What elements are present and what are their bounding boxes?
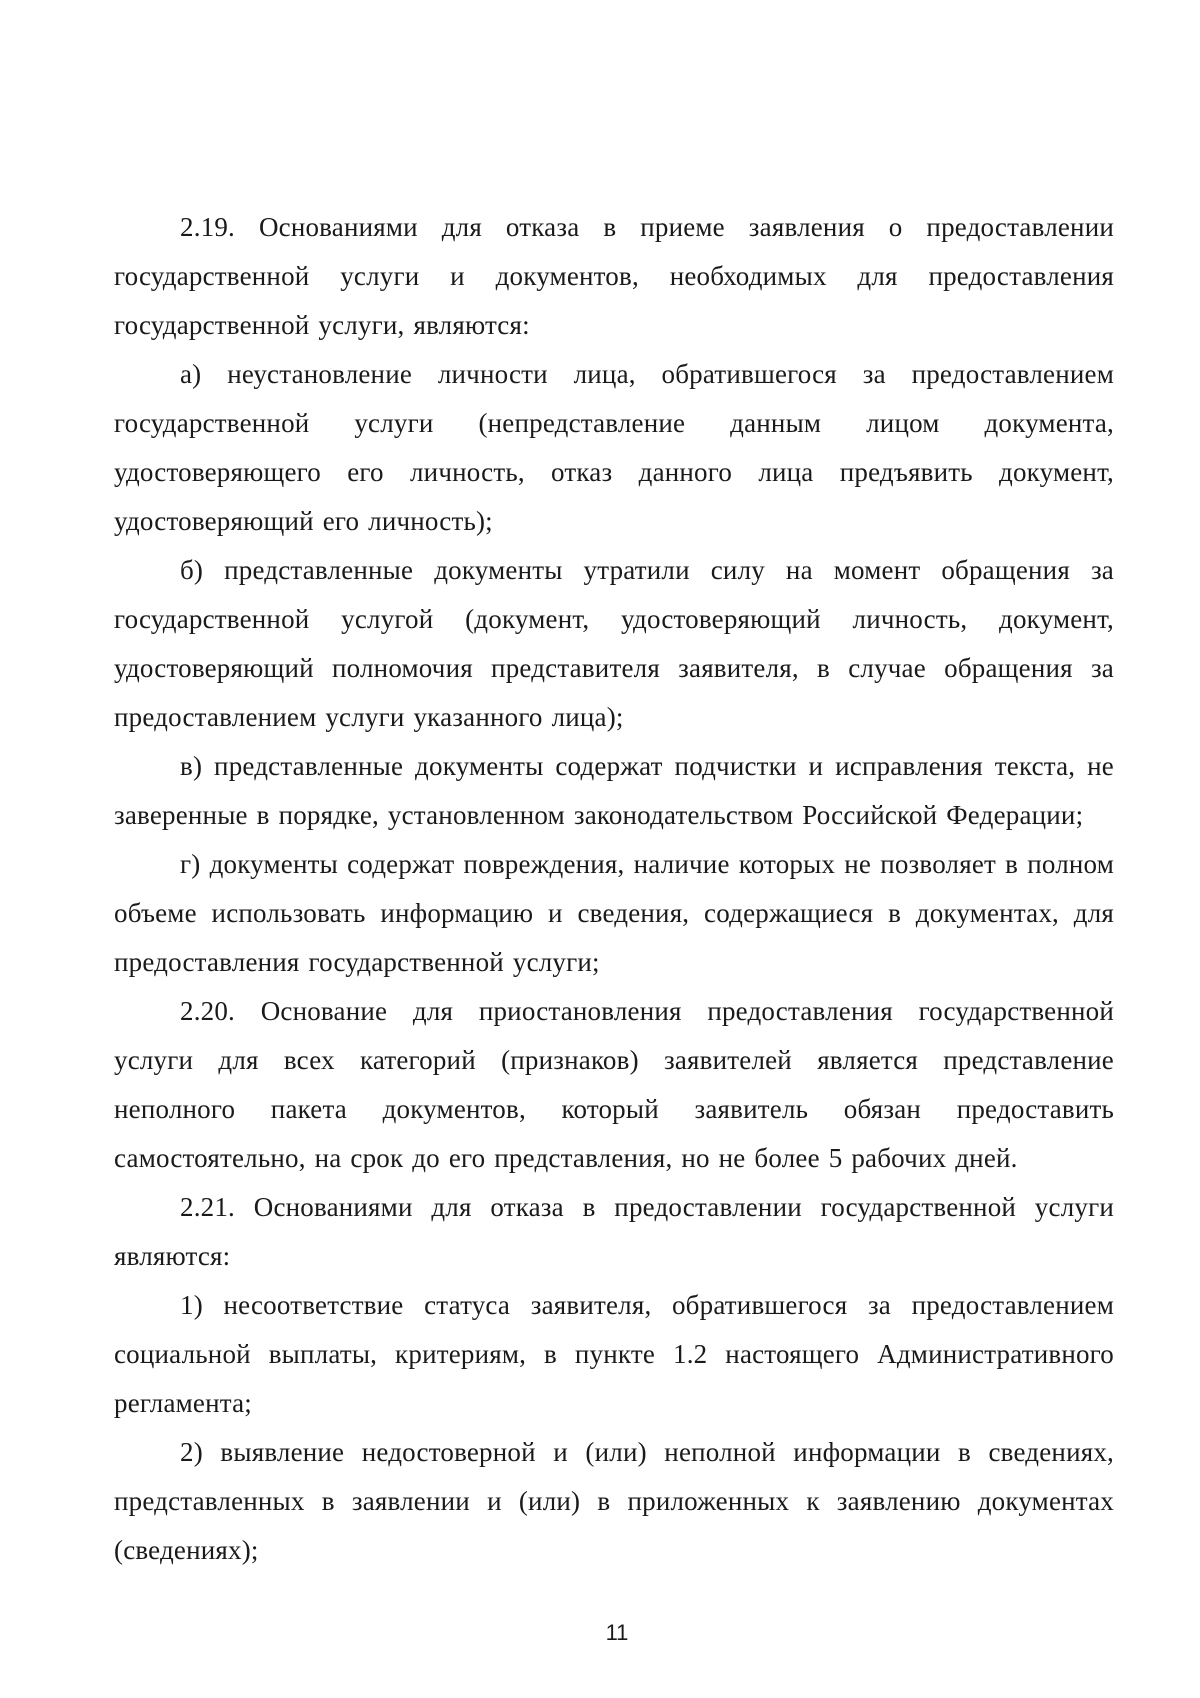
paragraph-item-2: 2) выявление недостоверной и (или) неполной информации в сведениях, представленных в заявлении и (или) в приложенных к заявлению документах (сведениях); bbox=[114, 1437, 1114, 1565]
paragraph-item-v: в) представленные документы содержат подчистки и исправления текста, не заверенные в порядке, установленном законодательством Российской Федерации; bbox=[114, 751, 1114, 830]
paragraph-item-1: 1) несоответствие статуса заявителя, обратившегося за предоставлением социальной выплаты, критериям, в пункте 1.2 настоящего Административного регламента; bbox=[114, 1290, 1114, 1418]
paragraph-item-b: б) представленные документы утратили силу на момент обращения за государственной услугой (документ, удостоверяющий личность, документ, удостоверяющий полномочия представителя заявителя, в случае обращения за предоставлением услуги указанного лица); bbox=[114, 555, 1114, 732]
paragraph-2-21: 2.21. Основаниями для отказа в предоставлении государственной услуги являются: bbox=[114, 1192, 1114, 1271]
paragraph-item-g: г) документы содержат повреждения, наличие которых не позволяет в полном объеме использовать информацию и сведения, содержащиеся в документах, для предоставления государственной услуги; bbox=[114, 849, 1114, 977]
page-number: 11 bbox=[605, 1620, 629, 1645]
paragraph-2-20: 2.20. Основание для приостановления предоставления государственной услуги для всех категорий (признаков) заявителей является представление неполного пакета документов, который заявитель обязан предоставить самостоятельно, на срок до его представления, но не более 5 рабочих дней. bbox=[114, 996, 1114, 1173]
paragraph-item-a: а) неустановление личности лица, обратившегося за предоставлением государственной услуги (непредставление данным лицом документа, удостоверяющего его личность, отказ данного лица предъявить документ, удостоверяющий его личность); bbox=[114, 359, 1114, 536]
paragraph-2-19: 2.19. Основаниями для отказа в приеме заявления о предоставлении государственной услуги и документов, необходимых для предоставления государственной услуги, являются: bbox=[114, 212, 1114, 340]
document-body bbox=[114, 203, 1114, 1575]
